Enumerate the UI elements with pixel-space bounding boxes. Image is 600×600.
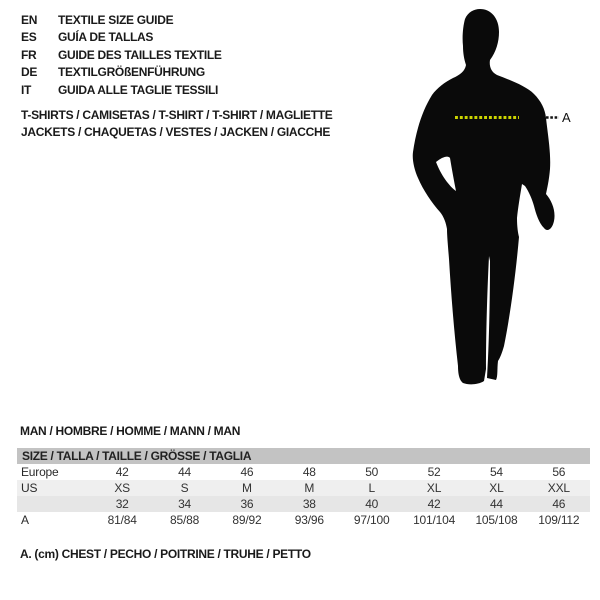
language-code: IT bbox=[21, 82, 32, 97]
size-cell: 93/96 bbox=[294, 513, 324, 527]
size-cell: M bbox=[304, 481, 315, 495]
table-row-chest-a bbox=[17, 512, 590, 528]
size-cell: 97/100 bbox=[353, 513, 390, 527]
row-label: US bbox=[21, 481, 38, 495]
product-categories bbox=[21, 107, 333, 142]
row-label bbox=[17, 496, 91, 512]
size-cell: L bbox=[368, 481, 375, 495]
row-label: Europe bbox=[21, 465, 59, 479]
language-code: EN bbox=[21, 13, 38, 27]
language-title: TEXTILGRÖßENFÜHRUNG bbox=[58, 65, 205, 80]
language-code: FR bbox=[21, 47, 37, 62]
product-line-jackets: JACKETS / CHAQUETAS / VESTES / JACKEN / GIACCHE bbox=[21, 125, 331, 140]
size-cell: 46 bbox=[552, 497, 566, 511]
language-code: DE bbox=[21, 65, 38, 80]
language-row-es bbox=[21, 29, 222, 46]
size-cell: XL bbox=[489, 481, 504, 495]
size-cell: 36 bbox=[240, 497, 254, 511]
language-title: TEXTILE SIZE GUIDE bbox=[58, 13, 174, 27]
size-cell: 81/84 bbox=[107, 513, 137, 527]
man-silhouette-shape bbox=[413, 9, 555, 384]
size-cell: 42 bbox=[427, 497, 441, 511]
section-title-man: MAN / HOMBRE / HOMME / MANN / MAN bbox=[20, 424, 241, 438]
size-cell: M bbox=[242, 481, 252, 495]
size-cell: 40 bbox=[365, 497, 379, 511]
size-cell: 34 bbox=[178, 497, 192, 511]
size-cell: 109/112 bbox=[538, 513, 580, 527]
size-cell: 89/92 bbox=[232, 513, 262, 527]
size-cell: 44 bbox=[489, 497, 503, 511]
row-label: A bbox=[21, 513, 29, 527]
language-title: GUÍA DE TALLAS bbox=[58, 30, 154, 45]
table-row-alt-sizes bbox=[17, 496, 590, 512]
measurement-footnote: A. (cm) CHEST / PECHO / POITRINE / TRUHE / PETTO bbox=[20, 547, 311, 561]
size-cell: 85/88 bbox=[170, 513, 200, 527]
size-cell: 52 bbox=[427, 465, 441, 479]
size-cell: 54 bbox=[489, 465, 503, 479]
size-table-header-row bbox=[17, 448, 590, 464]
size-cell: 44 bbox=[178, 465, 192, 479]
size-cell: XL bbox=[426, 481, 442, 495]
measure-label-a: A bbox=[562, 110, 571, 125]
language-row-it bbox=[21, 82, 222, 99]
language-row-de bbox=[21, 64, 222, 81]
table-row-europe bbox=[17, 464, 590, 480]
language-title: GUIDE DES TAILLES TEXTILE bbox=[58, 47, 222, 62]
size-cell: 56 bbox=[552, 465, 566, 479]
language-row-fr bbox=[21, 47, 222, 64]
size-cell: 46 bbox=[240, 465, 254, 479]
size-cell: 50 bbox=[365, 465, 379, 479]
size-cell: 101/104 bbox=[413, 513, 456, 527]
man-silhouette bbox=[390, 0, 600, 400]
language-title: GUIDA ALLE TAGLIE TESSILI bbox=[58, 82, 219, 97]
product-line-tshirts: T-SHIRTS / CAMISETAS / T-SHIRT / T-SHIRT / MAGLIETTE bbox=[21, 108, 333, 122]
size-cell: 42 bbox=[115, 465, 129, 479]
size-cell: 32 bbox=[115, 497, 129, 511]
size-cell: S bbox=[180, 481, 189, 495]
table-row-us bbox=[17, 480, 590, 496]
language-code: ES bbox=[21, 30, 37, 45]
language-list bbox=[21, 12, 222, 99]
size-table-header: SIZE / TALLA / TAILLE / GRÖSSE / TAGLIA bbox=[17, 448, 590, 464]
size-table bbox=[17, 448, 590, 528]
size-cell: XXL bbox=[547, 481, 570, 495]
size-cell: 105/108 bbox=[475, 513, 518, 527]
language-row-en bbox=[21, 12, 222, 29]
size-cell: 48 bbox=[302, 465, 316, 479]
size-cell: 38 bbox=[302, 497, 316, 511]
size-cell: XS bbox=[114, 481, 130, 495]
